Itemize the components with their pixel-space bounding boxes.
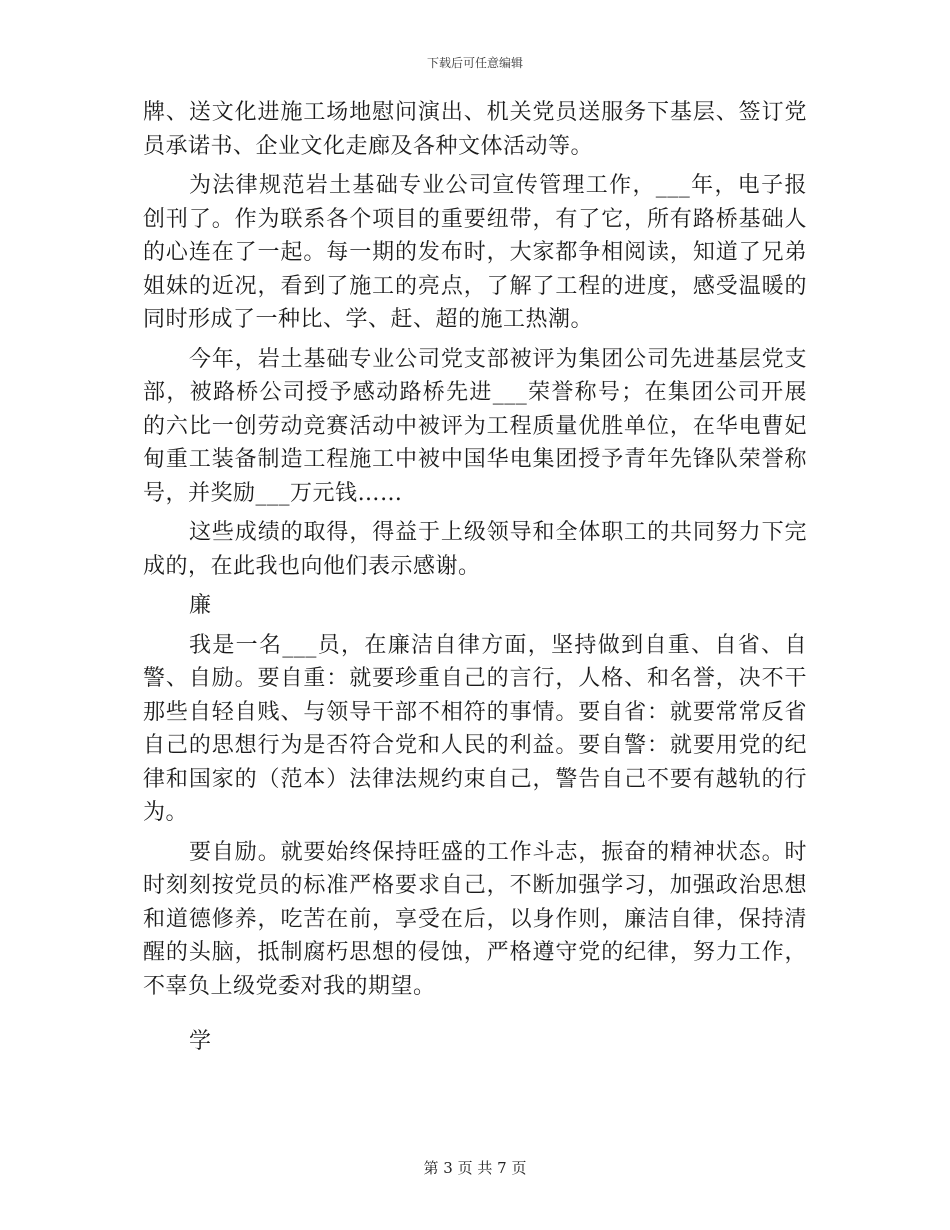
document-body: [143, 96, 807, 1059]
page-header: 下载后可任意编辑: [426, 56, 523, 70]
paragraph-continuation: 牌、送文化进施工场地慰问演出、机关党员送服务下基层、签订党员承诺书、企业文化走廊及各种文体活动等。: [143, 100, 807, 159]
section-heading-study: 学: [189, 1029, 212, 1054]
paragraph-honors: 今年，岩土基础专业公司党支部被评为集团公司先进基层党支部，被路桥公司授予感动路桥先进___荣誉称号；在集团公司开展的六比一创劳动竞赛活动中被评为工程质量优胜单位，在华电曹妃甸重工装备制造工程施工中被中国华电集团授予青年先锋队荣誉称号，并奖励___万元钱……: [143, 346, 807, 506]
section-heading-integrity: 廉: [189, 593, 212, 618]
paragraph-self-motivation: 要自励。就要始终保持旺盛的工作斗志，振奋的精神状态。时时刻刻按党员的标准严格要求自己，不断加强学习，加强政治思想和道德修养，吃苦在前，享受在后，以身作则，廉洁自律，保持清醒的头脑，抵制腐朽思想的侵蚀，严格遵守党的纪律，努力工作，不辜负上级党委对我的期望。: [143, 839, 807, 999]
paragraph-thanks: 这些成绩的取得，得益于上级领导和全体职工的共同努力下完成的，在此我也向他们表示感谢。: [143, 520, 807, 579]
paragraph-integrity: 我是一名___员，在廉洁自律方面，坚持做到自重、自省、自警、自励。要自重：就要珍重自己的言行，人格、和名誉，决不干那些自轻自贱、与领导干部不相符的事情。要自省：就要常常反省自己的思想行为是否符合党和人民的利益。要自警：就要用党的纪律和国家的（范本）法律法规约束自己，警告自己不要有越轨的行为。: [143, 632, 807, 825]
paragraph-newsletter: 为法律规范岩土基础专业公司宣传管理工作，___年，电子报创刊了。作为联系各个项目的重要纽带，有了它，所有路桥基础人的心连在了一起。每一期的发布时，大家都争相阅读，知道了兄弟姐妹的近况，看到了施工的亮点，了解了工程的进度，感受温暖的同时形成了一种比、学、赶、超的施工热潮。: [143, 173, 807, 332]
page-footer: 第 3 页 共 7 页: [423, 1159, 527, 1177]
